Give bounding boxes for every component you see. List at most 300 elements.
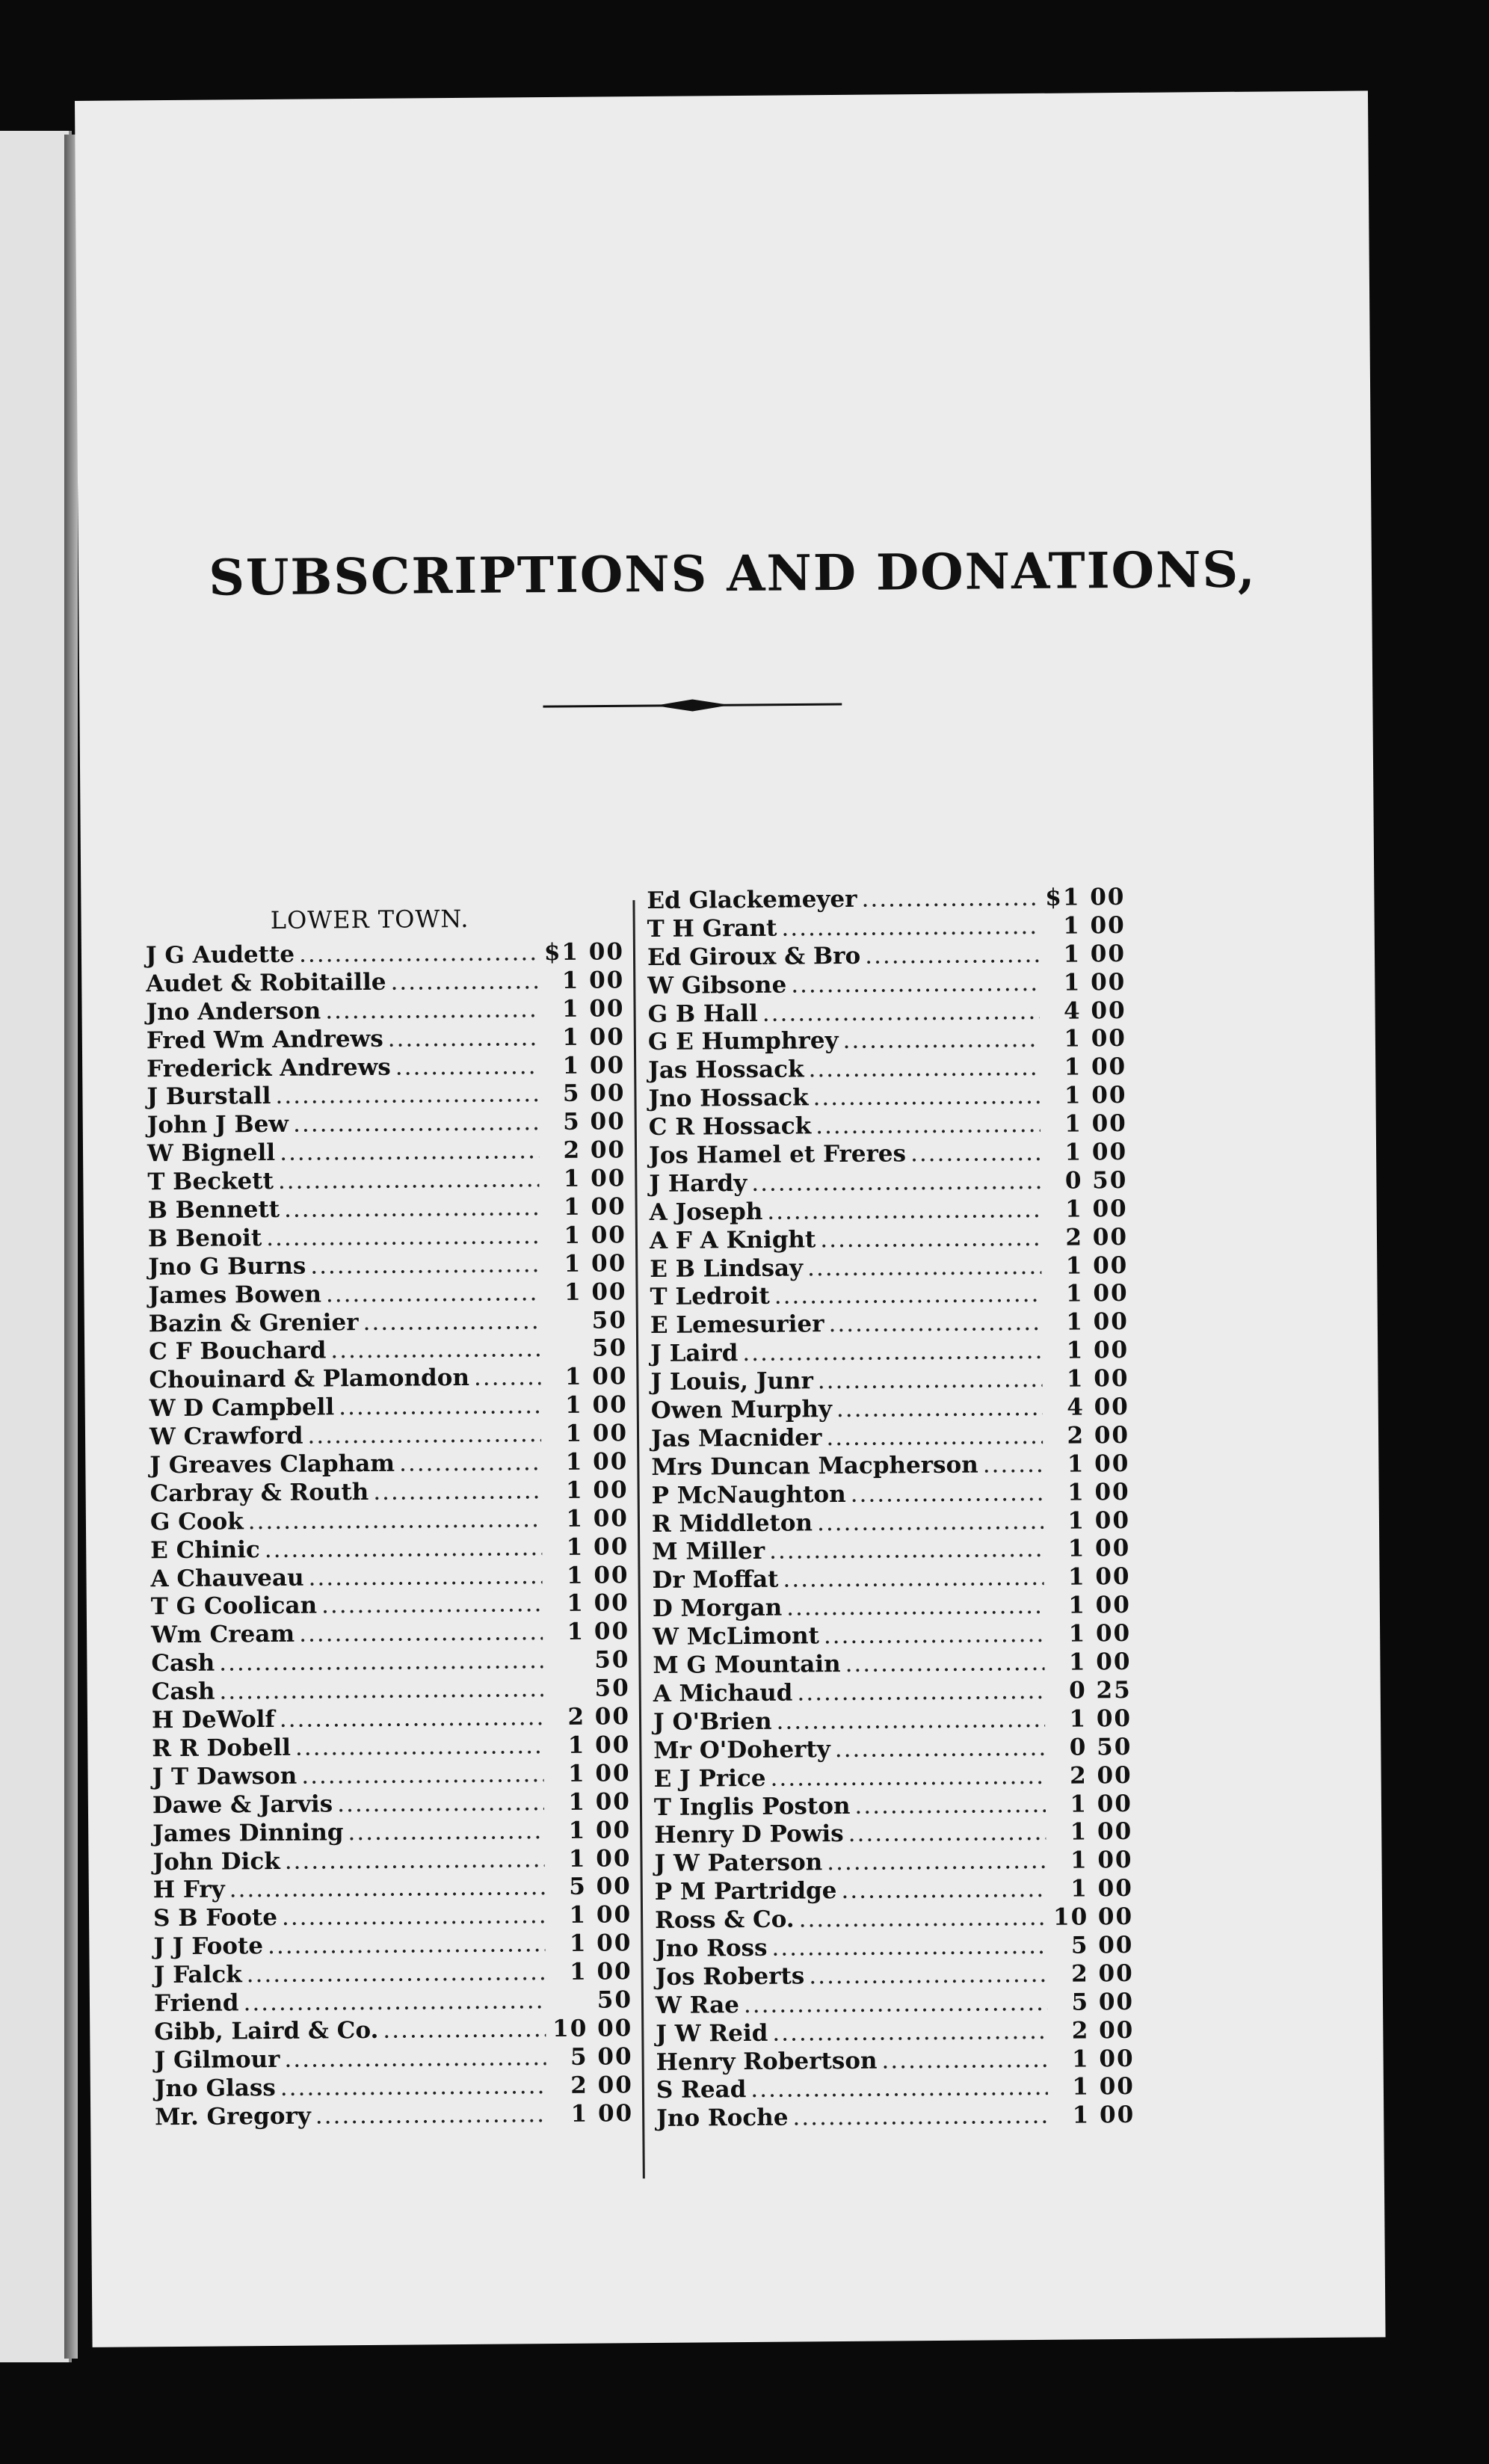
- donation-amount: 50: [594, 1646, 630, 1674]
- subscriber-name: J O'Brien: [653, 1707, 772, 1736]
- donation-amount: 1 00: [1064, 1110, 1127, 1138]
- dot-leader: [845, 1649, 1044, 1679]
- subscriber-name: Jos Roberts: [655, 1962, 805, 1991]
- subscriber-entry: [647, 884, 1125, 916]
- donation-amount: 1 00: [1070, 1847, 1133, 1874]
- dot-leader: [817, 1507, 1043, 1537]
- dot-leader: [769, 1536, 1043, 1566]
- subscriber-name: A Joseph: [649, 1198, 763, 1226]
- dot-leader: [284, 1194, 540, 1225]
- dot-leader: [219, 1647, 543, 1678]
- donation-amount: 1 00: [1066, 1308, 1129, 1336]
- donation-amount: 1 00: [563, 1193, 626, 1221]
- facing-page-edge: [0, 131, 72, 2362]
- donation-amount: 1 00: [570, 2099, 634, 2128]
- donation-amount: 1 00: [1071, 2045, 1135, 2073]
- subscriber-entry: [649, 1139, 1127, 1171]
- subscriber-name: T Inglis Poston: [653, 1792, 851, 1821]
- subscriber-name: Ed Glackemeyer: [647, 885, 857, 915]
- subscriber-name: M G Mountain: [653, 1651, 841, 1680]
- subscriber-entry: [650, 1195, 1128, 1228]
- donation-amount: 4 00: [1063, 997, 1126, 1025]
- subscriber-entry: [654, 1790, 1132, 1822]
- subscriber-name: W Bignell: [147, 1139, 276, 1168]
- dot-leader: [786, 1592, 1044, 1623]
- subscriber-name: Jno Ross: [655, 1934, 768, 1962]
- subscriber-entry: [151, 1646, 629, 1678]
- subscriber-name: E J Price: [653, 1764, 766, 1793]
- donation-amount: 1 00: [1063, 968, 1126, 997]
- donation-amount: 5 00: [1070, 1931, 1134, 1959]
- dot-leader: [750, 2074, 1048, 2104]
- donation-amount: 1 00: [1072, 2101, 1135, 2129]
- dot-leader: [762, 997, 1040, 1028]
- donation-amount: 1 00: [1063, 911, 1126, 940]
- dot-leader: [247, 1959, 546, 1989]
- subscriber-entry: [655, 1903, 1133, 1935]
- subscriber-name: J Burstall: [147, 1082, 271, 1111]
- donation-amount: 50: [591, 1306, 627, 1334]
- donation-amount: 2 00: [570, 2071, 634, 2099]
- subscriber-name: T H Grant: [647, 914, 777, 943]
- dot-leader: [781, 913, 1039, 943]
- donation-amount: 1 00: [1064, 1139, 1128, 1166]
- donation-amount: 5 00: [1071, 1988, 1135, 2016]
- dot-leader: [797, 1678, 1045, 1708]
- donation-amount: 1 00: [565, 1476, 629, 1504]
- dot-leader: [808, 1054, 1040, 1084]
- subscriber-entry: [654, 1818, 1132, 1850]
- dot-leader: [836, 1394, 1043, 1424]
- subscriber-entry: [148, 1278, 626, 1310]
- dot-leader: [818, 1366, 1043, 1396]
- subscriber-entry: [154, 1986, 632, 2018]
- donation-amount: 1 00: [564, 1222, 627, 1249]
- subscriber-entry: [146, 995, 624, 1027]
- dot-leader: [373, 1477, 542, 1507]
- subscriber-name: Audet & Robitaille: [146, 968, 386, 998]
- subscriber-entry: [647, 940, 1126, 973]
- dot-leader: [771, 1932, 1046, 1963]
- subscriber-entry: [155, 2100, 633, 2132]
- subscriber-name: Owen Murphy: [650, 1396, 833, 1425]
- subscriber-entry: [147, 1165, 626, 1197]
- dot-leader: [474, 1364, 541, 1393]
- donation-amount: 1 00: [1072, 2073, 1135, 2101]
- subscriber-name: G B Hall: [647, 1000, 758, 1028]
- subscriber-name: H DeWolf: [151, 1706, 275, 1734]
- dot-leader: [910, 1139, 1041, 1168]
- subscriber-name: J J Foote: [153, 1932, 264, 1961]
- subscriber-name: A F A Knight: [649, 1225, 816, 1254]
- dot-leader: [848, 1819, 1046, 1849]
- donation-amount: 1 00: [561, 967, 625, 994]
- subscriber-name: R R Dobell: [152, 1734, 292, 1763]
- dot-leader: [767, 1196, 1041, 1227]
- donation-amount: 1 00: [563, 1165, 626, 1193]
- subscriber-entry: [656, 1989, 1134, 2021]
- donation-amount: 1 00: [564, 1250, 627, 1278]
- subscriber-name: Jas Hossack: [648, 1056, 804, 1085]
- dot-leader: [229, 1874, 545, 1905]
- donation-amount: 1 00: [1067, 1563, 1131, 1591]
- subscriber-entry: [650, 1337, 1129, 1369]
- subscriber-name: Fred Wm Andrews: [146, 1025, 383, 1054]
- subscriber-name: A Chauveau: [150, 1564, 304, 1592]
- donation-amount: 1 00: [568, 1844, 632, 1873]
- subscriber-entry: [653, 1620, 1131, 1652]
- dot-leader: [301, 1761, 544, 1790]
- donation-amount: 0 25: [1069, 1676, 1132, 1704]
- subscriber-entry: [154, 2015, 632, 2047]
- donation-amount: 5 00: [569, 1873, 632, 1901]
- subscriber-name: E Lemesurier: [650, 1310, 824, 1340]
- subscriber-name: T G Coolican: [150, 1592, 318, 1621]
- subscriber-name: Carbray & Routh: [149, 1478, 369, 1508]
- donation-amount: 1 00: [570, 1958, 632, 1986]
- dot-leader: [809, 1961, 1047, 1991]
- donation-amount: 5 00: [562, 1079, 626, 1108]
- subscriber-name: Mrs Duncan Macpherson: [651, 1451, 978, 1481]
- donation-amount: 1 00: [1070, 1875, 1133, 1903]
- donation-amount: 1 00: [1069, 1704, 1132, 1733]
- donation-amount: 1 00: [568, 1816, 632, 1844]
- subscriber-name: G Cook: [149, 1508, 244, 1536]
- subscriber-name: J Falck: [153, 1961, 242, 1989]
- book-gutter: [64, 135, 78, 2359]
- subscriber-entry: [653, 1677, 1132, 1709]
- dot-leader: [813, 1082, 1040, 1112]
- subscriber-name: Cash: [151, 1649, 215, 1678]
- subscriber-name: James Bowen: [148, 1281, 322, 1309]
- subscriber-name: Frederick Andrews: [147, 1053, 391, 1082]
- subscriber-entry: [147, 1023, 625, 1056]
- donation-amount: 1 00: [568, 1787, 632, 1816]
- donation-amount: 1 00: [1065, 1251, 1129, 1280]
- subscriber-entry: [653, 1734, 1132, 1766]
- subscriber-name: Jos Hamel et Freres: [648, 1140, 907, 1170]
- dot-leader: [744, 1989, 1047, 2020]
- subscriber-entry: [152, 1760, 630, 1792]
- subscriber-name: Wm Cream: [150, 1621, 295, 1649]
- subscriber-entry: [149, 1420, 628, 1452]
- dot-leader: [299, 939, 537, 969]
- subscriber-entry: [653, 1705, 1132, 1737]
- dot-leader: [770, 1762, 1045, 1793]
- subscriber-entry: [650, 1252, 1128, 1284]
- subscriber-name: J Gilmour: [154, 2045, 280, 2074]
- donation-amount: 2 00: [1067, 1421, 1130, 1450]
- subscriber-entry: [649, 1110, 1127, 1142]
- donation-amount: 50: [591, 1334, 628, 1363]
- dot-leader: [824, 1621, 1045, 1651]
- dot-leader: [293, 1109, 539, 1139]
- donation-amount: 2 00: [567, 1703, 631, 1731]
- dot-leader: [842, 1026, 1040, 1056]
- subscriber-name: Henry D Powis: [654, 1820, 844, 1849]
- donation-amount: 50: [596, 1986, 633, 2014]
- dot-leader: [280, 1137, 539, 1168]
- donation-amount: 2 00: [1071, 1959, 1134, 1988]
- dot-leader: [268, 1930, 546, 1961]
- donation-amount: 1 00: [567, 1589, 629, 1618]
- dot-leader: [282, 1902, 545, 1932]
- subscriber-entry: [149, 1448, 628, 1480]
- dot-leader: [280, 1704, 544, 1734]
- subscriber-name: Gibb, Laird & Co.: [154, 2016, 379, 2046]
- dot-leader: [861, 884, 1038, 914]
- donation-amount: 4 00: [1067, 1393, 1129, 1421]
- subscriber-entry: [152, 1703, 630, 1735]
- dot-leader: [399, 1449, 542, 1478]
- document-page: [75, 90, 1386, 2347]
- dot-leader: [776, 1706, 1045, 1737]
- donation-amount: 2 00: [1069, 1761, 1132, 1790]
- subscriber-entry: [149, 1391, 628, 1423]
- subscriber-name: W Rae: [655, 1991, 740, 2019]
- subscriber-entry: [651, 1393, 1129, 1426]
- subscriber-entry: [652, 1507, 1130, 1539]
- donation-amount: 1 00: [1067, 1478, 1130, 1506]
- subscriber-entry: [656, 2017, 1134, 2049]
- subscriber-entry: [152, 1845, 631, 1877]
- subscriber-name: John J Bew: [147, 1111, 289, 1139]
- subscriber-name: B Bennett: [147, 1195, 280, 1225]
- subscriber-name: J G Audette: [145, 940, 295, 970]
- subscriber-name: A Michaud: [653, 1679, 793, 1707]
- subscriber-name: Jno G Burns: [148, 1252, 306, 1281]
- subscriber-entry: [649, 1167, 1127, 1199]
- subscriber-name: J W Reid: [656, 2019, 768, 2048]
- subscriber-entry: [655, 1932, 1133, 1964]
- dot-leader: [772, 2017, 1047, 2048]
- subscriber-entry: [648, 1053, 1126, 1085]
- dot-leader: [854, 1790, 1046, 1820]
- subscriber-entry: [652, 1479, 1130, 1511]
- donation-amount: 1 00: [564, 1363, 628, 1391]
- subscriber-name: Jno Hossack: [648, 1084, 809, 1113]
- donation-amount: 1 00: [566, 1561, 629, 1589]
- subscriber-entry: [656, 2101, 1135, 2134]
- subscriber-entry: [653, 1648, 1131, 1681]
- dot-leader: [791, 970, 1039, 1000]
- subscriber-name: John Dick: [152, 1847, 280, 1876]
- subscriber-name: Ed Giroux & Bro: [647, 942, 861, 971]
- subscriber-entry: [652, 1563, 1130, 1595]
- dot-leader: [330, 1336, 540, 1366]
- donation-amount: 1 00: [1068, 1648, 1132, 1676]
- subscriber-name: T Ledroit: [650, 1283, 770, 1311]
- subscriber-entry: [153, 1873, 632, 1906]
- subscriber-entry: [653, 1592, 1131, 1624]
- donation-amount: 1 00: [1067, 1535, 1131, 1563]
- subscriber-entry: [149, 1335, 627, 1367]
- subscriber-name: Jno Roche: [656, 2104, 789, 2133]
- dot-leader: [321, 1591, 543, 1621]
- subscriber-entry: [647, 969, 1126, 1001]
- donation-amount: 1 00: [1070, 1818, 1133, 1847]
- dot-leader: [792, 2102, 1048, 2133]
- subscriber-entry: [146, 967, 624, 999]
- dot-leader: [299, 1619, 543, 1649]
- subscriber-entry: [147, 1136, 626, 1168]
- subscriber-entry: [149, 1364, 627, 1396]
- subscriber-entry: [650, 1224, 1128, 1256]
- dot-leader: [337, 1789, 544, 1819]
- subscriber-entry: [154, 1958, 632, 1990]
- donation-amount: 1 00: [1065, 1195, 1128, 1223]
- subscriber-entry: [146, 938, 624, 970]
- donation-amount: $1 00: [1045, 883, 1126, 911]
- donation-amount: 2 00: [563, 1136, 626, 1165]
- donation-amount: 1 00: [1066, 1337, 1129, 1364]
- dot-leader: [219, 1675, 543, 1706]
- subscriber-entry: [648, 1025, 1126, 1057]
- subscriber-name: Mr O'Doherty: [653, 1735, 830, 1764]
- donation-amount: 10 00: [1052, 1903, 1134, 1931]
- donation-amount: 1 00: [1067, 1450, 1130, 1478]
- dot-leader: [827, 1847, 1046, 1877]
- subscriber-name: C R Hossack: [648, 1112, 812, 1142]
- donation-amount: 1 00: [564, 1278, 627, 1306]
- dot-leader: [826, 1423, 1043, 1453]
- donation-amount: 1 00: [1064, 1082, 1127, 1109]
- dot-leader: [881, 2045, 1047, 2075]
- subscriber-name: J W Paterson: [654, 1849, 823, 1878]
- subscriber-name: Mr. Gregory: [155, 2102, 311, 2131]
- dot-leader: [383, 2015, 546, 2045]
- dot-leader: [280, 2072, 546, 2103]
- subscriber-entry: [656, 2045, 1134, 2077]
- subscriber-entry: [650, 1280, 1128, 1312]
- dot-leader: [248, 1506, 543, 1536]
- dot-leader: [265, 1534, 543, 1565]
- donation-amount: 1 00: [567, 1618, 630, 1646]
- dot-leader: [390, 967, 537, 997]
- subscriber-name: G E Humphrey: [647, 1027, 839, 1056]
- dot-leader: [816, 1111, 1041, 1141]
- donation-amount: 1 00: [569, 1901, 632, 1929]
- subscriber-name: W D Campbell: [149, 1393, 335, 1423]
- subscriber-entry: [651, 1450, 1129, 1482]
- dot-leader: [310, 1251, 540, 1281]
- subscriber-name: J Laird: [650, 1340, 739, 1368]
- donation-amount: 2 00: [1071, 2016, 1135, 2045]
- dot-leader: [820, 1225, 1041, 1254]
- dot-leader: [243, 1987, 546, 2018]
- donation-amount: 1 00: [1068, 1620, 1132, 1648]
- dot-leader: [774, 1281, 1042, 1311]
- donation-amount: 1 00: [565, 1448, 629, 1476]
- subscriber-entry: [655, 1875, 1133, 1907]
- dot-leader: [783, 1564, 1043, 1595]
- subscriber-entry: [147, 1080, 625, 1112]
- subscriber-entry: [147, 1052, 625, 1084]
- subscriber-name: J T Dawson: [152, 1762, 298, 1791]
- subscriber-entry: [654, 1847, 1132, 1879]
- subscriber-name: D Morgan: [652, 1594, 783, 1623]
- subscriber-entry: [650, 1365, 1129, 1397]
- right-entry-list: [647, 884, 1135, 2134]
- subscriber-entry: [656, 2073, 1135, 2105]
- donation-amount: 1 00: [1068, 1592, 1131, 1619]
- dot-leader: [295, 1732, 544, 1763]
- donation-amount: 1 00: [567, 1760, 631, 1787]
- donation-amount: 1 00: [1067, 1506, 1131, 1535]
- subscriber-name: W McLimont: [653, 1622, 820, 1651]
- dot-leader: [828, 1309, 1042, 1339]
- donation-amount: 1 00: [1064, 1053, 1127, 1081]
- subscriber-name: James Dinning: [152, 1818, 344, 1847]
- subscriber-entry: [152, 1675, 630, 1707]
- dot-leader: [348, 1817, 544, 1847]
- dot-leader: [339, 1392, 541, 1422]
- donation-amount: 1 00: [1065, 1280, 1129, 1308]
- donation-amount: 1 00: [566, 1505, 629, 1533]
- subscriber-name: Ross & Co.: [654, 1906, 795, 1935]
- donation-amount: 50: [594, 1675, 630, 1702]
- subscriber-entry: [151, 1618, 629, 1651]
- left-entry-list: [146, 938, 633, 2131]
- subscriber-name: H Fry: [152, 1876, 225, 1904]
- dot-leader: [325, 996, 538, 1026]
- dot-leader: [307, 1420, 541, 1450]
- subscriber-entry: [153, 1929, 632, 1962]
- subscriber-name: Friend: [153, 1989, 239, 2018]
- subscriber-entry: [150, 1533, 629, 1565]
- donation-amount: 0 50: [1064, 1166, 1128, 1195]
- subscriber-name: S B Foote: [152, 1904, 278, 1932]
- dot-leader: [284, 2044, 546, 2075]
- dot-leader: [388, 1024, 538, 1053]
- section-heading-lower-town: LOWER TOWN.: [270, 904, 469, 934]
- donation-amount: 1 00: [561, 995, 625, 1023]
- dot-leader: [278, 1165, 540, 1196]
- right-column: [647, 884, 1135, 2134]
- subscriber-name: J Louis, Junr: [650, 1367, 813, 1396]
- donation-amount: 1 00: [1066, 1365, 1129, 1393]
- donation-amount: 1 00: [1064, 1025, 1127, 1053]
- subscriber-name: Chouinard & Plamondon: [149, 1364, 470, 1394]
- subscriber-name: T Beckett: [147, 1168, 274, 1196]
- subscriber-name: Jno Anderson: [146, 997, 321, 1026]
- dot-leader: [835, 1734, 1046, 1764]
- donation-amount: 1 00: [1063, 940, 1126, 968]
- subscriber-entry: [147, 1109, 626, 1141]
- subscriber-entry: [647, 997, 1126, 1029]
- dot-leader: [751, 1168, 1041, 1198]
- donation-amount: 10 00: [552, 2015, 633, 2042]
- donation-amount: 2 00: [1065, 1223, 1129, 1251]
- donation-amount: 5 00: [570, 2042, 633, 2071]
- subscriber-entry: [151, 1590, 629, 1622]
- dot-leader: [807, 1252, 1042, 1282]
- subscriber-entry: [149, 1307, 627, 1339]
- subscriber-entry: [650, 1308, 1129, 1340]
- dot-leader: [315, 2101, 547, 2131]
- donation-amount: 0 50: [1069, 1733, 1132, 1761]
- subscriber-entry: [150, 1505, 629, 1537]
- dot-leader: [266, 1222, 540, 1253]
- donation-amount: 1 00: [565, 1391, 628, 1420]
- subscriber-name: C F Bouchard: [149, 1337, 327, 1366]
- dot-leader: [799, 1904, 1047, 1935]
- ornament-rule: [543, 697, 842, 714]
- dot-leader: [983, 1451, 1043, 1480]
- subscriber-name: Jas Macnider: [650, 1424, 822, 1453]
- subscriber-name: Bazin & Grenier: [148, 1308, 359, 1337]
- dot-leader: [841, 1876, 1046, 1906]
